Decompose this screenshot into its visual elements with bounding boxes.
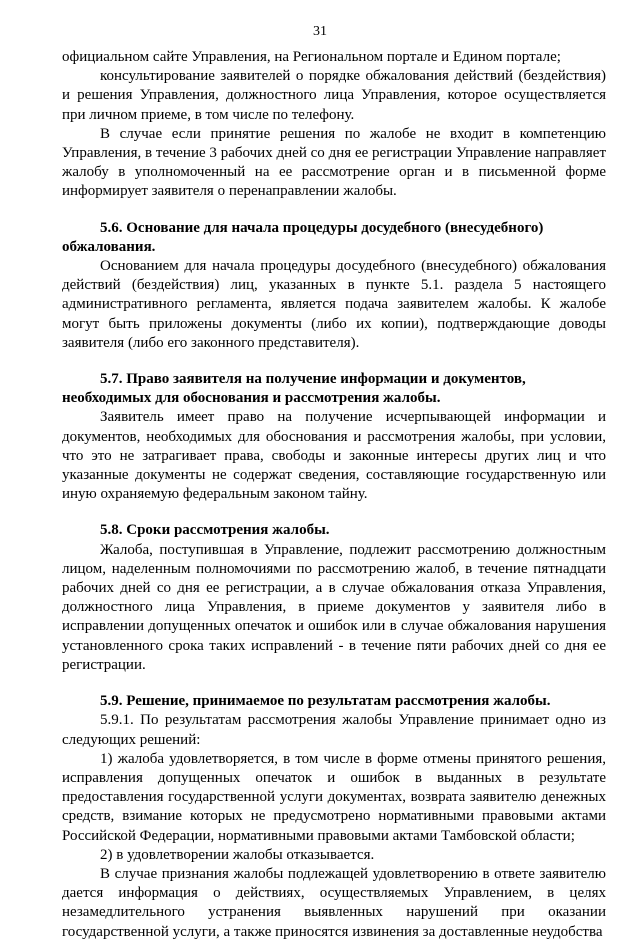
paragraph: В случае если принятие решения по жалобе не входит в компетенцию Управления, в течение 3 рабочих дней со дня ее регистрации Управление направляет жалобу в уполномоченный на ее рассмотрение орган и в письменной форме информирует заявителя о перенаправлении жалобы. [62, 125, 606, 200]
paragraph: 5.9.1. По результатам рассмотрения жалобы Управление принимает одно из следующих решений: [62, 712, 606, 748]
section-heading-5-8: 5.8. Сроки рассмотрения жалобы. [100, 522, 330, 539]
paragraph: Жалоба, поступившая в Управление, подлежит рассмотрению должностным лицом, наделенным полномочиями по рассмотрению жалоб, в течение пятнадцати рабочих дней со дня ее регистрации, а в случае обжалования отказа Управления, должностного лица Управления, в приеме документов у заявителя либо в исправлении допущенных опечаток и ошибок или в случае обжалования нарушения установленного срока таких исправлений - в течение пяти рабочих дней со дня ее регистрации. [62, 541, 606, 673]
section-heading-5-9: 5.9. Решение, принимаемое по результатам рассмотрения жалобы. [100, 693, 551, 710]
spacer [62, 675, 606, 692]
list-item: 1) жалоба удовлетворяется, в том числе в форме отмены принятого решения, исправления допущенных опечаток и ошибок в выданных в результате предоставления государственной услуги документах, возврата заявителю денежных средств, взимание которых не предусмотрено нормативными правовыми актами Российской Федерации, нормативными правовыми актами Тамбовской области; [62, 750, 606, 844]
paragraph: Заявитель имеет право на получение исчерпывающей информации и документов, необходимых для обоснования и рассмотрения жалобы, при условии, что это не затрагивает права, свободы и законные интересы других лиц и что указанные документы не содержат сведения, составляющие государственную или иную охраняемую федеральным законом тайну. [62, 409, 606, 503]
paragraph: Основанием для начала процедуры досудебного (внесудебного) обжалования действий (бездействия) лиц, указанных в пункте 5.1. раздела 5 настоящего административного регламента, является подача заявителем жалобы. К жалобе могут быть приложены документы (либо их копии), подтверждающие доводы заявителя (либо его законного представителя). [62, 258, 606, 351]
section-heading-5-6: 5.6. Основание для начала процедуры досудебного (внесудебного) обжалования. [62, 219, 544, 255]
paragraph: В случае признания жалобы подлежащей удовлетворению в ответе заявителю дается информация о действиях, осуществляемых Управлением, в целях незамедлительного устранения выявленных нарушений при оказании государственной услуги, а также приносятся извинения за доставленные неудобства [62, 865, 606, 940]
list-item: 2) в удовлетворении жалобы отказывается. [100, 846, 375, 863]
page-number: 31 [313, 24, 327, 39]
spacer [62, 353, 606, 370]
paragraph: консультирование заявителей о порядке обжалования действий (бездействия) и решения Управления, должностного лица Управления, которое осуществляется при личном приеме, в том числе по телефону. [62, 68, 606, 123]
spacer [62, 504, 606, 521]
document-body [62, 48, 606, 942]
paragraph: официальном сайте Управления, на Региональном портале и Едином портале; [62, 49, 561, 65]
spacer [62, 202, 606, 219]
section-heading-5-7: 5.7. Право заявителя на получение информации и документов, необходимых для обоснования и рассмотрения жалобы. [62, 371, 526, 407]
